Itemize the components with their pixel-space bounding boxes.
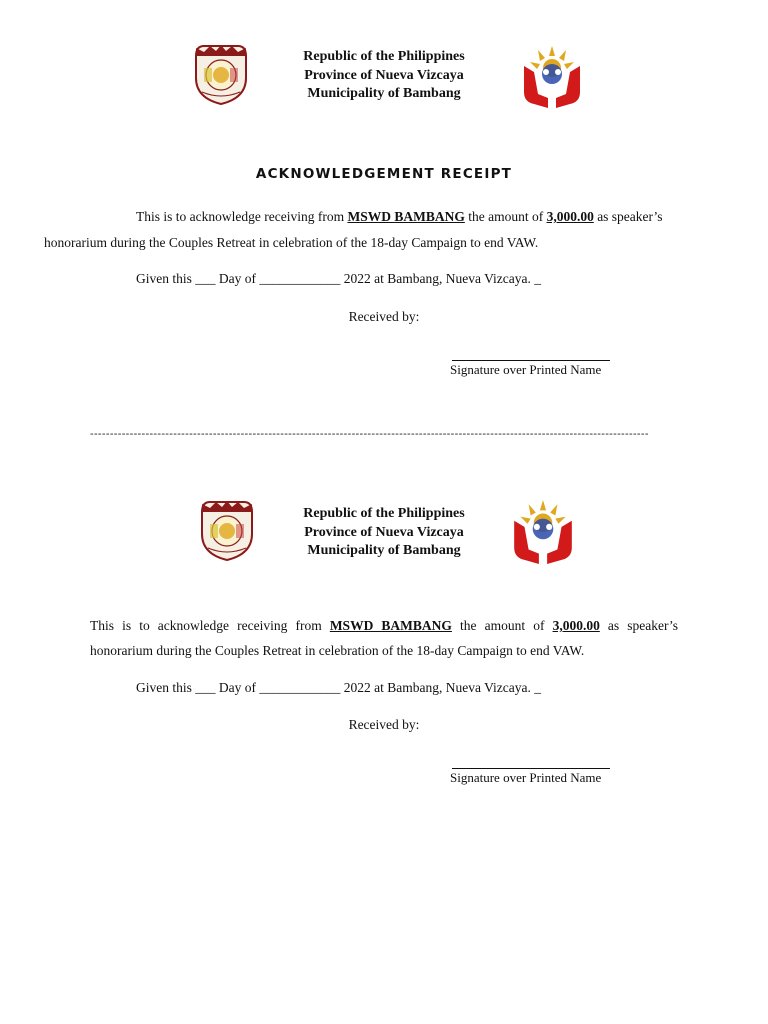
payer-name: MSWD BAMBANG [329, 618, 452, 633]
ack-mid: the amount of [464, 209, 547, 224]
header-line-province: Province of Nueva Vizcaya [304, 525, 464, 540]
receipt-title: ACKNOWLEDGEMENT RECEIPT [255, 166, 513, 182]
cut-line-separator: --------------------------------------------------------------------------------------------------------------------------------------------- [90, 428, 649, 440]
received-by-1: Received by: [348, 309, 420, 324]
payer-name: MSWD BAMBANG [347, 209, 465, 224]
ack-prefix: This is to acknowledge receiving from [90, 618, 330, 633]
header-line-municipality: Municipality of Bambang [307, 543, 461, 558]
acknowledgement-paragraph-2 [90, 613, 678, 639]
ack-line-2: honorarium during the Couples Retreat in celebration of the 18-day Campaign to end VAW. [44, 235, 539, 250]
header-line-republic: Republic of the Philippines [303, 49, 465, 64]
mswd-hands-logo-icon [520, 42, 584, 110]
signature-label-2: Signature over Printed Name [450, 770, 602, 785]
ack-mid: the amount of [451, 618, 553, 633]
ack-suffix: as speaker’s [599, 618, 678, 633]
ack-suffix: as speaker’s [593, 209, 663, 224]
received-by-2: Received by: [348, 717, 420, 732]
ack-line-2: honorarium during the Couples Retreat in celebration of the 18-day Campaign to end VAW. [90, 643, 585, 658]
amount-value: 3,000.00 [546, 209, 594, 224]
header-line-municipality: Municipality of Bambang [307, 86, 461, 101]
header-line-province: Province of Nueva Vizcaya [304, 68, 464, 83]
mswd-hands-logo-icon [506, 496, 580, 566]
acknowledgement-paragraph-1 [44, 204, 678, 256]
given-line-1: Given this ___ Day of ____________ 2022 at Bambang, Nueva Vizcaya. _ [136, 271, 541, 286]
given-line-2: Given this ___ Day of ____________ 2022 at Bambang, Nueva Vizcaya. _ [136, 680, 541, 695]
ack-prefix: This is to acknowledge receiving from [136, 209, 348, 224]
amount-value: 3,000.00 [552, 618, 600, 633]
signature-label-1: Signature over Printed Name [450, 362, 602, 377]
header-line-republic: Republic of the Philippines [303, 506, 465, 521]
